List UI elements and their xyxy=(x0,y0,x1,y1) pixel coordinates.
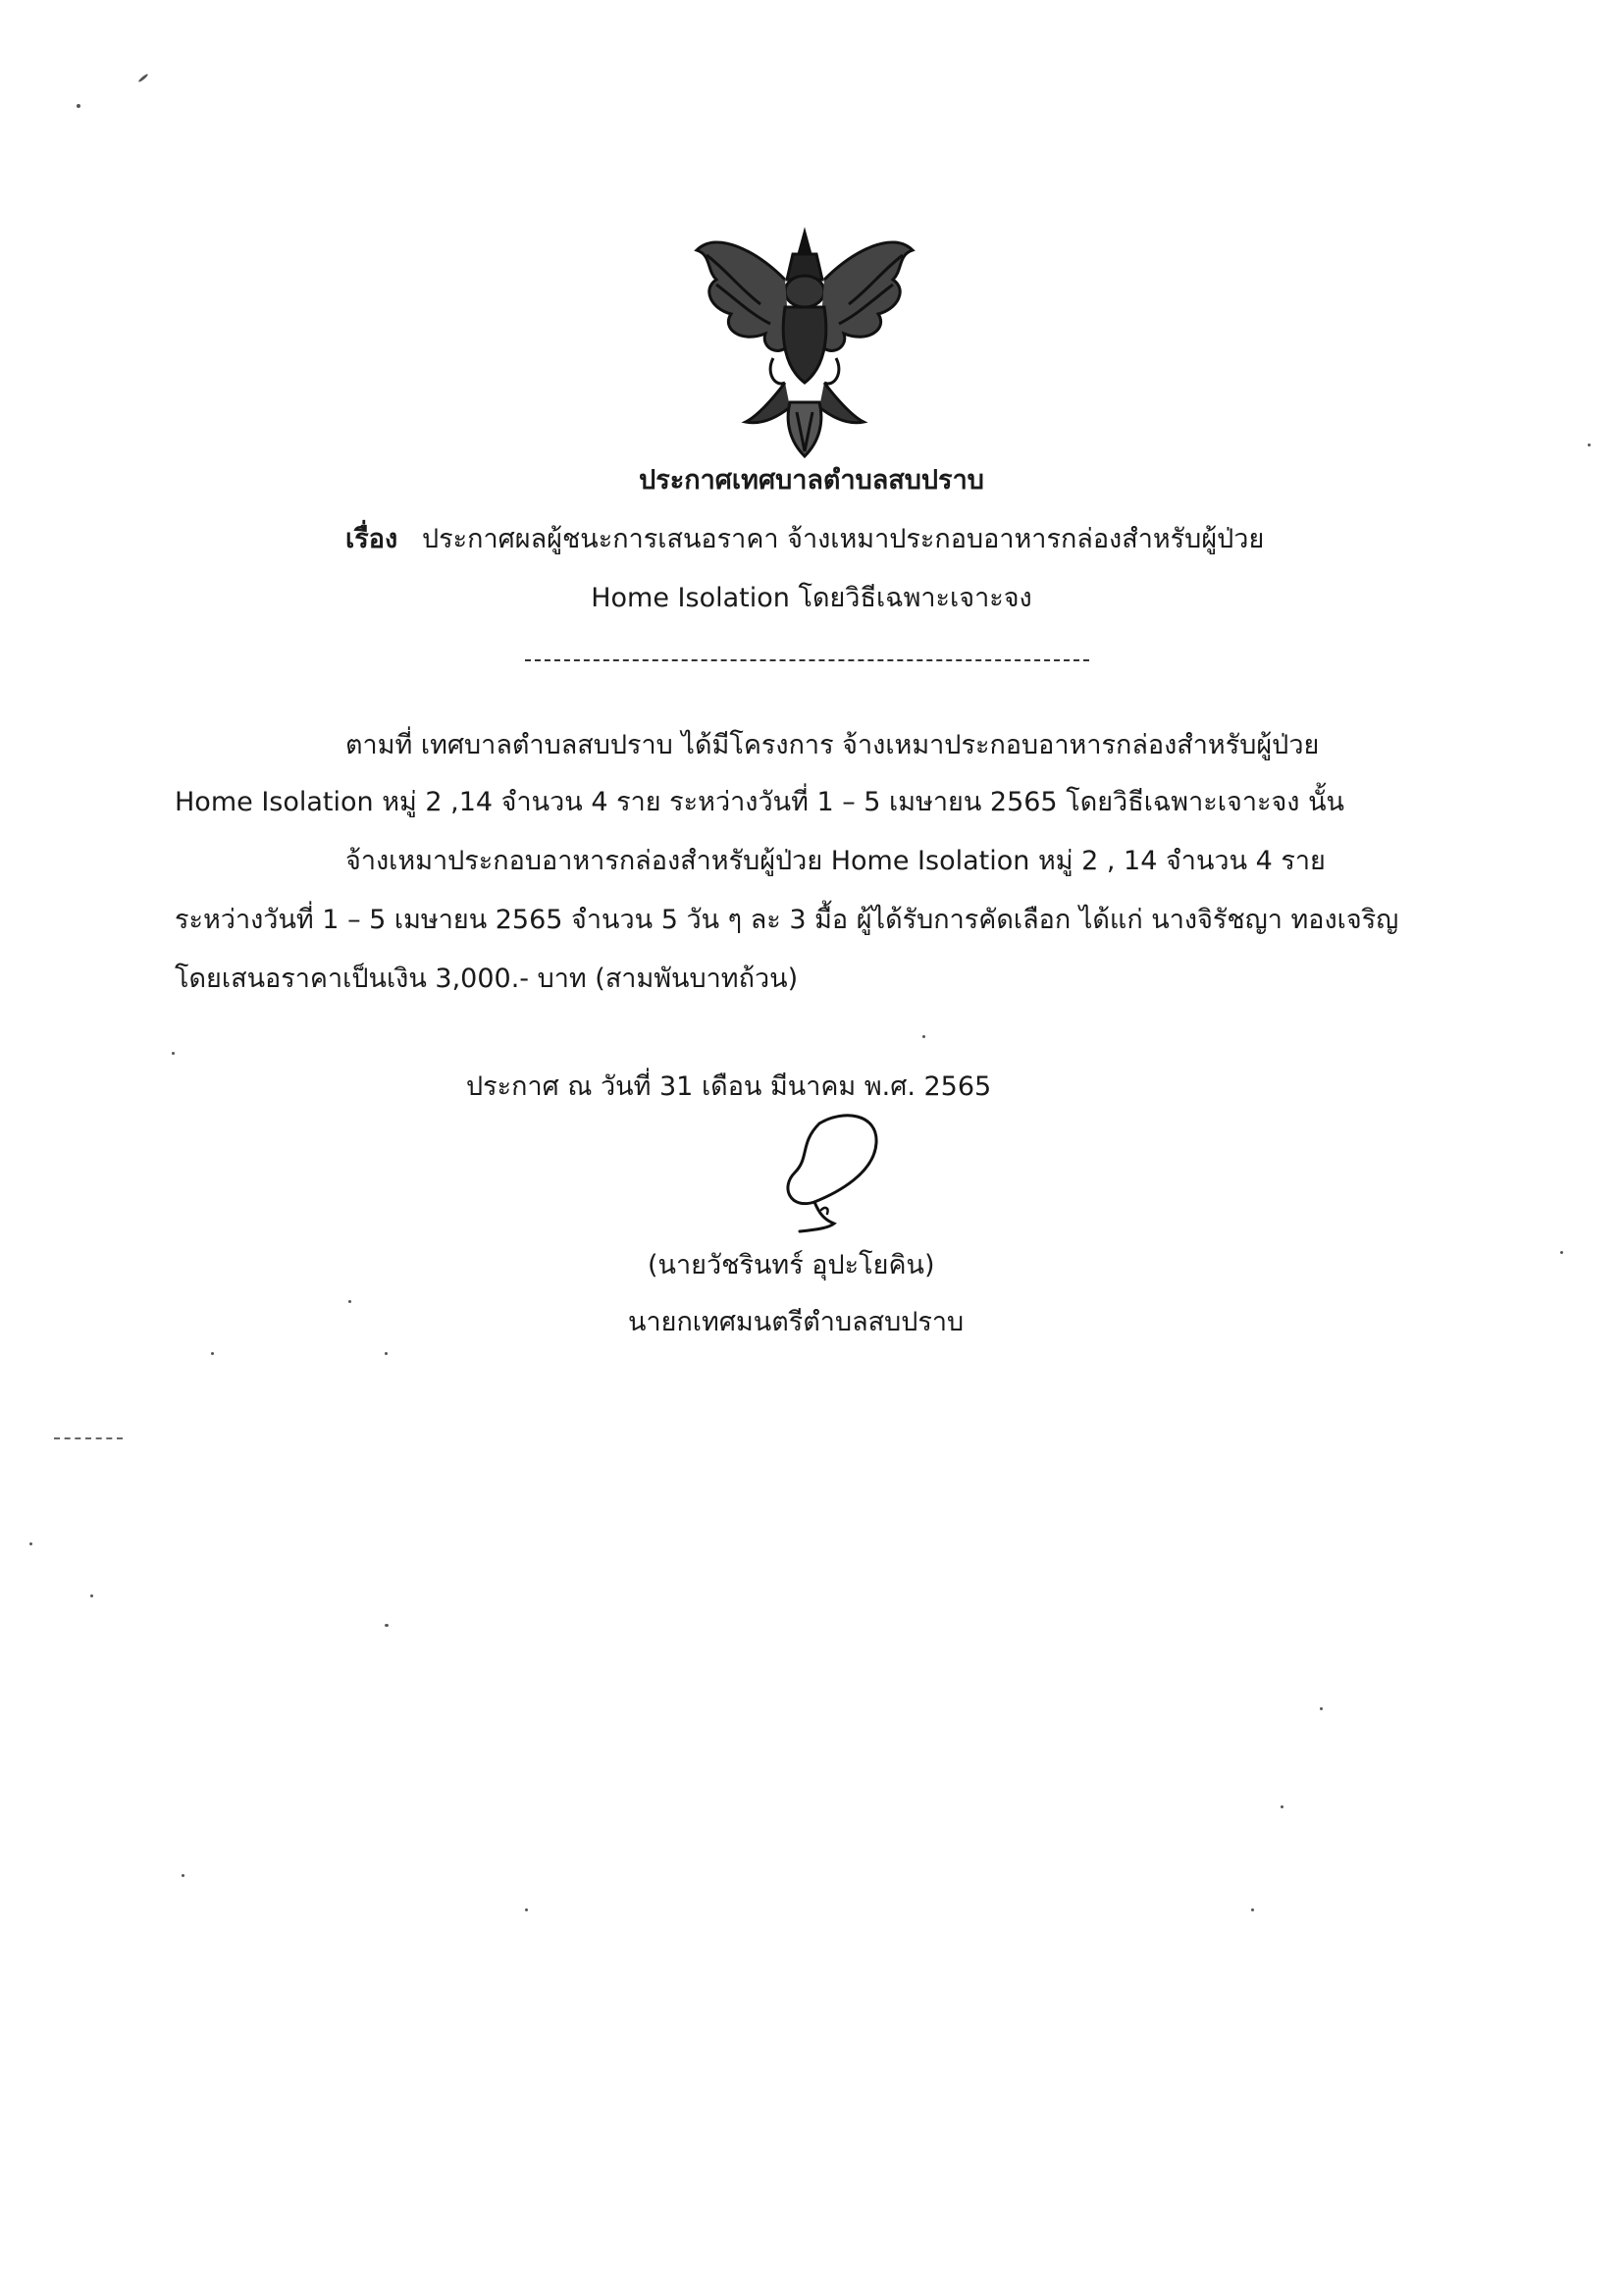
scan-mark xyxy=(922,1035,925,1038)
separator-line xyxy=(525,659,1089,661)
scan-mark xyxy=(1320,1707,1323,1710)
scan-mark xyxy=(1560,1251,1563,1254)
signer-title: นายกเทศมนตรีตำบลสบปราบ xyxy=(628,1307,965,1337)
scan-mark xyxy=(385,1352,388,1355)
scan-mark xyxy=(525,1908,528,1911)
paragraph-1-line-1: ตามที่ เทศบาลตำบลสบปราบ ได้มีโครงการ จ้างเหมาประกอบอาหารกล่องสำหรับผู้ป่วย xyxy=(345,730,1320,760)
garuda-emblem-icon xyxy=(687,211,922,461)
scan-mark xyxy=(182,1874,184,1877)
paragraph-2-line-3: โดยเสนอราคาเป็นเงิน 3,000.- บาท (สามพันบาทถ้วน) xyxy=(175,964,799,994)
handwritten-signature xyxy=(760,1104,908,1241)
document-title: ประกาศเทศบาลตำบลสบปราบ xyxy=(639,465,984,496)
paragraph-1-line-2: Home Isolation หมู่ 2 ,14 จำนวน 4 ราย ระหว่างวันที่ 1 – 5 เมษายน 2565 โดยวิธีเฉพาะเจาะจง นั้น xyxy=(175,787,1344,817)
scan-mark xyxy=(77,104,80,108)
scan-mark xyxy=(1588,444,1591,446)
scan-mark xyxy=(211,1352,214,1355)
paragraph-2-line-1: จ้างเหมาประกอบอาหารกล่องสำหรับผู้ป่วย Home Isolation หมู่ 2 , 14 จำนวน 4 ราย xyxy=(345,846,1326,876)
scan-mark xyxy=(54,1437,123,1439)
scan-mark xyxy=(348,1300,351,1303)
paragraph-2-line-2: ระหว่างวันที่ 1 – 5 เมษายน 2565 จำนวน 5 วัน ๆ ละ 3 มื้อ ผู้ได้รับการคัดเลือก ได้แก่ นางจิรัชญา ทองเจริญ xyxy=(175,905,1399,935)
scan-mark xyxy=(385,1624,389,1627)
subject-line-1: ประกาศผลผู้ชนะการเสนอราคา จ้างเหมาประกอบอาหารกล่องสำหรับผู้ป่วย xyxy=(422,524,1265,554)
scan-mark xyxy=(137,73,148,82)
scan-mark xyxy=(29,1542,32,1545)
scan-mark xyxy=(90,1594,93,1597)
subject-label: เรื่อง xyxy=(345,524,398,554)
subject-line-2: Home Isolation โดยวิธีเฉพาะเจาะจง xyxy=(591,583,1032,613)
scan-mark xyxy=(1281,1805,1283,1808)
announcement-date: ประกาศ ณ วันที่ 31 เดือน มีนาคม พ.ศ. 2565 xyxy=(466,1071,992,1102)
scan-mark xyxy=(1251,1908,1254,1911)
scan-mark xyxy=(172,1052,175,1055)
signer-name: (นายวัชรินทร์ อุปะโยคิน) xyxy=(648,1250,935,1280)
